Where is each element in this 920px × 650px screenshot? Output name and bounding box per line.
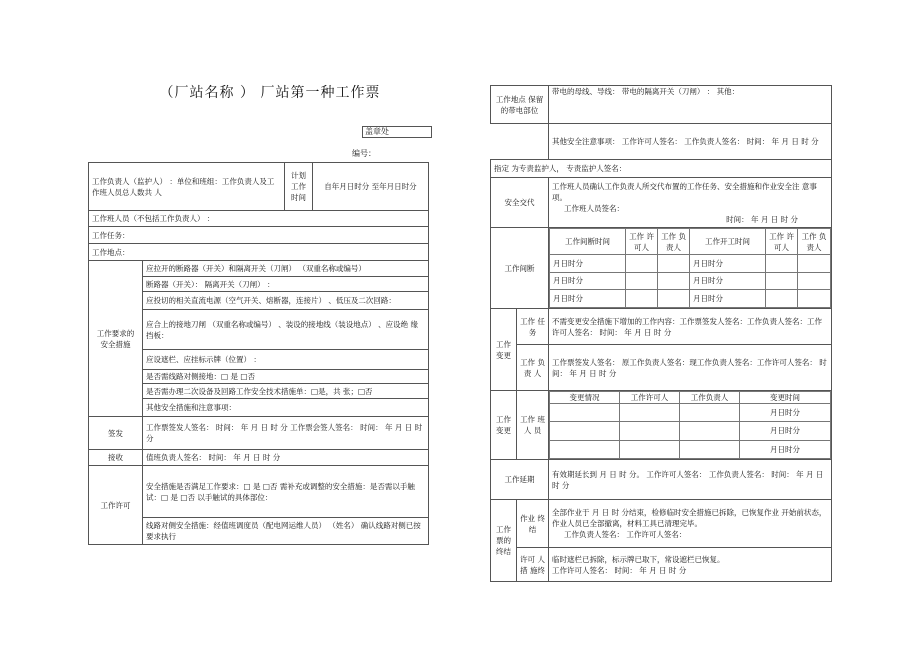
handover-time: 时间： 年 月 日 时 分 (726, 214, 798, 224)
permit-end-text-2: 工作许可人签名： 时间： 年 月 日 时 分 (552, 565, 687, 575)
safety-item: 断路器（开关）： 隔离开关（刀闸） ： (143, 277, 429, 292)
extend-label: 工作延期 (491, 460, 549, 500)
handover-cell (549, 178, 832, 228)
member-change-label: 工作 班 人 员 (517, 391, 549, 460)
work-end-cell (549, 500, 832, 548)
plan-time-value: 自年月日时分 至年月日时分 (313, 163, 429, 211)
supervisor-row: 指定 为专责监护人， 专责监护人签名： (491, 160, 832, 178)
interrupt-cell (549, 228, 832, 309)
interrupt-time: 月日时分 (550, 290, 626, 308)
permit-text-1: 安全措施是否满足工作要求：□ 是 □否 需补充或调整的安全措施：是否需以手触试：□ 是 □否 以手触试的具体部位： (143, 466, 429, 518)
interrupt-time: 月日时分 (550, 272, 626, 290)
permit-end-text-1: 临时遮栏已拆除，标示牌已取下，常设遮栏已恢复。 (552, 554, 725, 564)
handover-text-2: 工作班人员签名： (564, 203, 625, 213)
safety-item: 是否需办理二次设备及回路工作安全技术措施单：□是，共 张；□否 (143, 384, 429, 399)
member-change-cell (549, 391, 832, 460)
seal-box: 盖章处 (362, 126, 432, 138)
receive-label: 接收 (89, 450, 143, 466)
interrupt-header: 工作开工时间 (690, 229, 766, 255)
interrupt-table (549, 228, 831, 308)
interrupt-label: 工作间断 (491, 228, 549, 309)
ticket-number-label: 编号： (352, 149, 376, 158)
member-change-table (549, 391, 831, 459)
handover-text-1: 工作班人员确认工作负责人所交代布置的工作任务、安全措施和作业安全注 意事项。 (552, 181, 817, 202)
end-label: 工作 票的 终结 (491, 500, 517, 582)
permit-text-2: 线路对侧安全措施：经值班调度员（配电网运维人员） （姓名） 确认线路对侧已按要求执行 (143, 518, 429, 545)
change-time: 月日时分 (740, 404, 831, 422)
resume-time: 月日时分 (690, 272, 766, 290)
safety-item: 应合上的接地刀闸 （双重名称或编号） 、装设的接地线（装设地点） 、应设绝 缘挡板： (143, 310, 429, 350)
permit-end-label: 许可 人措 施终 (517, 548, 549, 582)
right-form-table (490, 85, 832, 582)
leader-change-text: 工作票签发人签名： 原工作负责人签名：现工作负责人签名：工作许可人签名： 时间： 年 月 日 时 分 (549, 345, 832, 391)
plan-time-label: 计划工作时间 (285, 163, 313, 211)
member-change-header: 变更时间 (740, 392, 831, 404)
work-end-label: 作业 终 结 (517, 500, 549, 548)
handover-label: 安全交代 (491, 178, 549, 228)
permit-label: 工作许可 (89, 466, 143, 545)
leader-change-label: 工作 负责 人 (517, 345, 549, 391)
member-change-outer-label: 工作 变更 (491, 391, 517, 460)
place-row: 工作地点： (89, 244, 429, 261)
resume-time: 月日时分 (690, 290, 766, 308)
safety-item: 应拉开的断路器（开关）和隔离开关（刀闸） （双重名称或编号） (143, 261, 429, 277)
safety-item: 应设遮栏、应挂标示牌（位置） ： (143, 350, 429, 370)
members-row: 工作班人员（不包括工作负责人） ： (89, 211, 429, 227)
permit-end-cell (549, 548, 832, 582)
work-end-text-2: 工作负责人签名： 工作许可人签名： (564, 530, 687, 539)
task-row: 工作任务： (89, 227, 429, 244)
leader-cell: 工作负责人（监护人） ：单位和班组：工作负责人及工作班人员总人数共 人 (89, 163, 285, 211)
live-parts-text: 带电的母线、导线： 带电的隔离开关（刀闸） ： 其他： (549, 86, 832, 124)
interrupt-time: 月日时分 (550, 255, 626, 273)
safety-item: 应投切的相关直流电源（空气开关、熔断器，连接片） 、低压及二次回路： (143, 292, 429, 310)
task-change-text: 不需变更安全措施下增加的工作内容：工作票签发人签名：工作负责人签名：工作许可人签名： 时间： 年 月 日 时 分 (549, 309, 832, 345)
other-notes: 其他安全注意事项： 工作许可人签名： 工作负责人签名： 时间： 年 月 日 时 分 (549, 124, 832, 160)
interrupt-header: 工作间断时间 (550, 229, 626, 255)
left-form-table (88, 162, 429, 545)
safety-item: 其他安全措施和注意事项： (143, 399, 429, 417)
interrupt-header: 工作 许可人 (626, 229, 658, 255)
safety-label: 工作要求的 安全措施 (89, 261, 143, 417)
resume-time: 月日时分 (690, 255, 766, 273)
safety-item: 是否需线路对侧接地：□ 是 □否 (143, 370, 429, 384)
work-end-text-1: 全部作业于 月 日 时 分结束，检修临时安全措施已拆除，已恢复作业 开始前状态，作业人员已全部撤离，材料工具已清理完毕。 (552, 508, 827, 528)
live-parts-label: 工作地点 保留的带电部位 (491, 86, 549, 124)
member-change-header: 变更情况 (550, 392, 620, 404)
change-time: 月日时分 (740, 422, 831, 440)
extend-text: 有效期延长到 月 日 时 分。 工作许可人签名： 工作负责人签名： 时间： 年 月 日 时 分 (549, 460, 832, 500)
interrupt-header: 工作 许可人 (766, 229, 798, 255)
interrupt-header: 工作 负责人 (658, 229, 690, 255)
issue-label: 签发 (89, 417, 143, 450)
interrupt-header: 工作 负责人 (798, 229, 831, 255)
member-change-header: 工作负责人 (680, 392, 740, 404)
change-label: 工作 变更 (491, 309, 517, 391)
ticket-title: （厂站名称 ） 厂站第一种工作票 (159, 85, 381, 101)
receive-text: 值班负责人签名： 时间： 年 月 日 时 分 (143, 450, 429, 466)
issue-text: 工作票签发人签名： 时间： 年 月 日 时 分 工作票会签人签名： 时间： 年 月 日 时 分 (143, 417, 429, 450)
change-time: 月日时分 (740, 440, 831, 458)
member-change-header: 工作许可人 (620, 392, 680, 404)
task-change-label: 工作 任务 (517, 309, 549, 345)
